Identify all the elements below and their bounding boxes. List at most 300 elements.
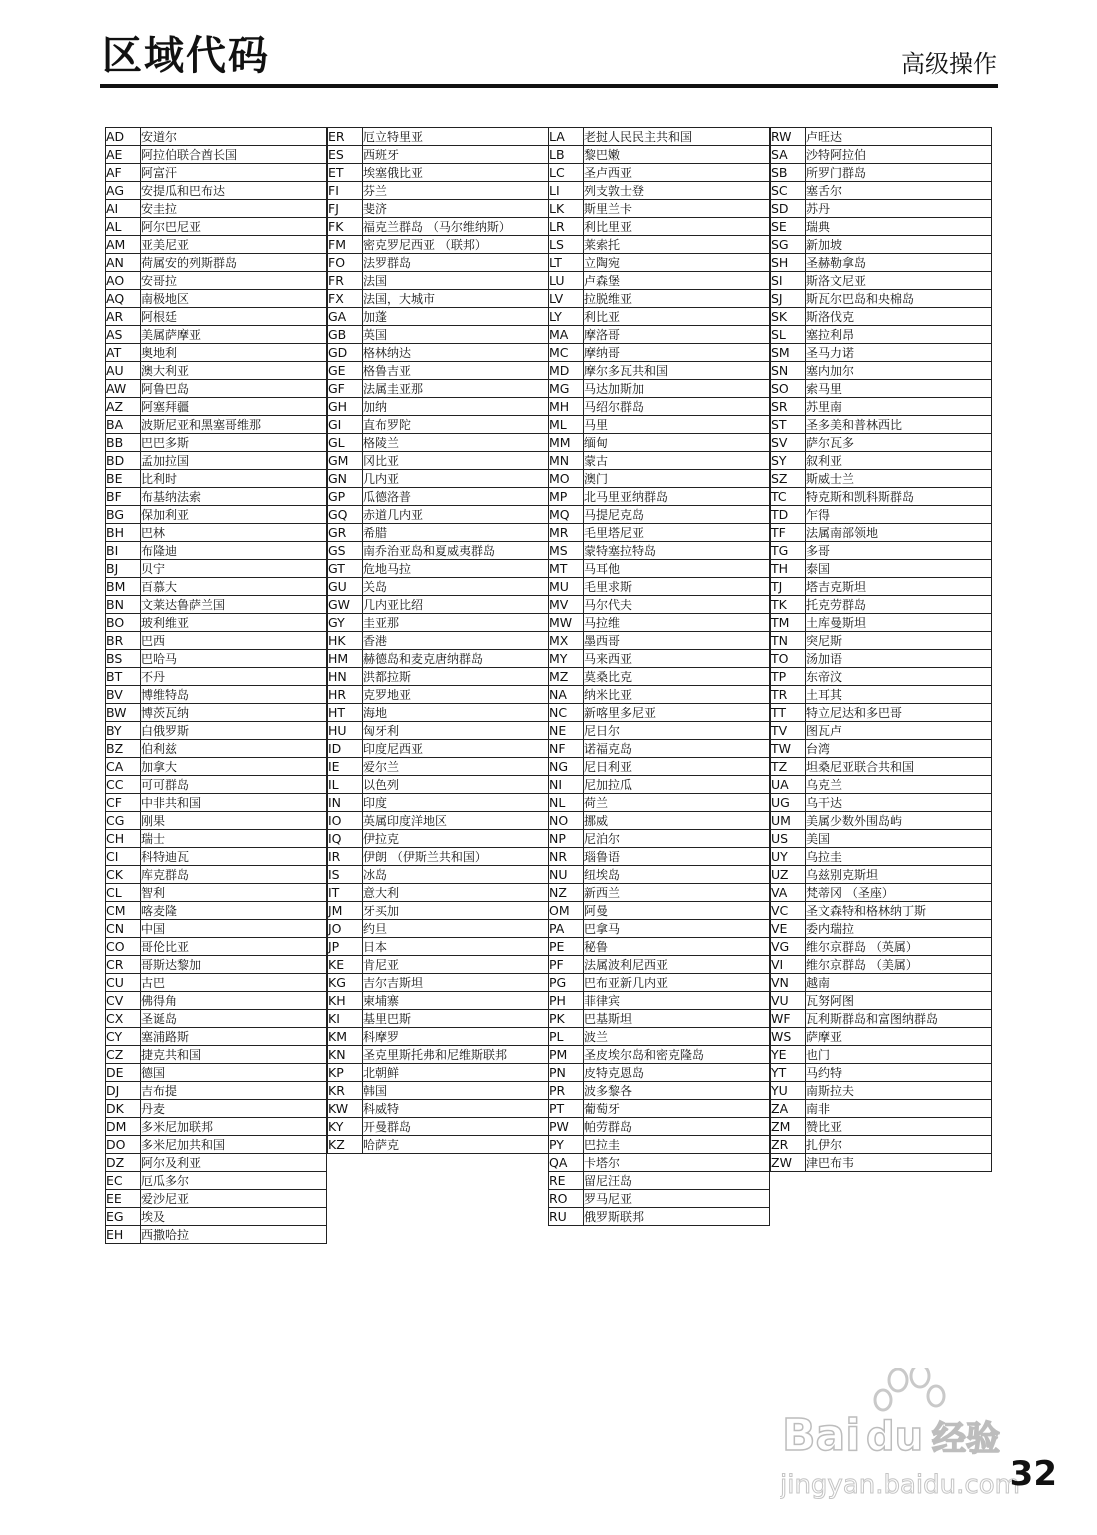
region-name: 圣多美和普林西比 [806, 416, 992, 434]
table-row [771, 1046, 992, 1064]
header-rule [100, 84, 998, 88]
region-name: 厄立特里亚 [363, 128, 549, 146]
region-code: CM [106, 902, 141, 920]
table-row [771, 488, 992, 506]
region-name: 萨摩亚 [806, 1028, 992, 1046]
region-name: 孟加拉国 [141, 452, 327, 470]
table-row [328, 1082, 549, 1100]
table-row [549, 326, 770, 344]
region-code: FO [328, 254, 363, 272]
region-code: ML [549, 416, 584, 434]
region-code: PG [549, 974, 584, 992]
region-code: LK [549, 200, 584, 218]
region-code: AZ [106, 398, 141, 416]
table-row [771, 452, 992, 470]
region-name: 乌兹别克斯坦 [806, 866, 992, 884]
region-name: 福克兰群岛 （马尔维纳斯） [363, 218, 549, 236]
table-row [549, 1010, 770, 1028]
region-name: 莱索托 [584, 236, 770, 254]
region-name: 卡塔尔 [584, 1154, 770, 1172]
table-row [328, 830, 549, 848]
region-code: NE [549, 722, 584, 740]
region-name: 越南 [806, 974, 992, 992]
region-code: SM [771, 344, 806, 362]
region-name: 巴巴多斯 [141, 434, 327, 452]
table-row [549, 596, 770, 614]
region-name: 印度尼西亚 [363, 740, 549, 758]
region-code: SI [771, 272, 806, 290]
region-name: 索马里 [806, 380, 992, 398]
region-code: KE [328, 956, 363, 974]
region-code: DK [106, 1100, 141, 1118]
table-row [549, 218, 770, 236]
region-name: 纳米比亚 [584, 686, 770, 704]
region-name: 荷兰 [584, 794, 770, 812]
region-code: CV [106, 992, 141, 1010]
region-name: 塞浦路斯 [141, 1028, 327, 1046]
region-name: 博茨瓦纳 [141, 704, 327, 722]
region-code: SB [771, 164, 806, 182]
region-name: 埃塞俄比亚 [363, 164, 549, 182]
region-name: 喀麦隆 [141, 902, 327, 920]
region-code: CG [106, 812, 141, 830]
table-row [771, 956, 992, 974]
region-name: 直布罗陀 [363, 416, 549, 434]
table-row [549, 866, 770, 884]
table-row [771, 434, 992, 452]
region-name: 法属圭亚那 [363, 380, 549, 398]
table-row [106, 1028, 327, 1046]
page-number: 32 [1009, 1454, 1057, 1494]
table-row [771, 506, 992, 524]
table-row [106, 740, 327, 758]
region-code: NP [549, 830, 584, 848]
region-name: 南斯拉夫 [806, 1082, 992, 1100]
region-code: ER [328, 128, 363, 146]
region-code: TH [771, 560, 806, 578]
region-code: MZ [549, 668, 584, 686]
table-row [549, 1100, 770, 1118]
region-name: 秘鲁 [584, 938, 770, 956]
table-row [106, 1118, 327, 1136]
region-name: 新加坡 [806, 236, 992, 254]
region-code: TV [771, 722, 806, 740]
region-name: 不丹 [141, 668, 327, 686]
region-name: 冰岛 [363, 866, 549, 884]
table-row [771, 866, 992, 884]
region-name: 老挝人民民主共和国 [584, 128, 770, 146]
region-name: 委内瑞拉 [806, 920, 992, 938]
table-row [328, 1064, 549, 1082]
table-row [549, 668, 770, 686]
region-code-table-4 [770, 127, 992, 1172]
region-code: NA [549, 686, 584, 704]
region-name: 瑞士 [141, 830, 327, 848]
region-code: GR [328, 524, 363, 542]
table-row [771, 1064, 992, 1082]
table-row [328, 848, 549, 866]
table-row [328, 812, 549, 830]
region-code: TC [771, 488, 806, 506]
table-row [328, 542, 549, 560]
table-row [328, 722, 549, 740]
region-name: 荷属安的列斯群岛 [141, 254, 327, 272]
region-name: 伊朗 （伊斯兰共和国） [363, 848, 549, 866]
region-code: GE [328, 362, 363, 380]
region-code: KG [328, 974, 363, 992]
region-name: 新喀里多尼亚 [584, 704, 770, 722]
region-code: GP [328, 488, 363, 506]
region-name: 约旦 [363, 920, 549, 938]
region-code: VN [771, 974, 806, 992]
region-name: 马达加斯加 [584, 380, 770, 398]
table-row [328, 506, 549, 524]
table-row [328, 146, 549, 164]
region-code: FX [328, 290, 363, 308]
table-row [328, 668, 549, 686]
table-row [106, 1136, 327, 1154]
region-name: 巴哈马 [141, 650, 327, 668]
region-name: 奥地利 [141, 344, 327, 362]
region-name: 尼日利亚 [584, 758, 770, 776]
region-name: 帕劳群岛 [584, 1118, 770, 1136]
table-row [771, 254, 992, 272]
region-name: 白俄罗斯 [141, 722, 327, 740]
region-name: 科特迪瓦 [141, 848, 327, 866]
table-row [771, 920, 992, 938]
watermark-label: 经验 [932, 1419, 1000, 1459]
table-row [549, 146, 770, 164]
table-row [771, 1154, 992, 1172]
region-name: 文莱达鲁萨兰国 [141, 596, 327, 614]
table-row [106, 668, 327, 686]
table-row [771, 1100, 992, 1118]
region-name: 克罗地亚 [363, 686, 549, 704]
region-code: BF [106, 488, 141, 506]
table-row [549, 254, 770, 272]
region-name: 泰国 [806, 560, 992, 578]
region-code: PA [549, 920, 584, 938]
region-code: BJ [106, 560, 141, 578]
region-code: CZ [106, 1046, 141, 1064]
table-row [328, 956, 549, 974]
region-code: LA [549, 128, 584, 146]
region-code: BV [106, 686, 141, 704]
table-row [771, 344, 992, 362]
region-code: VE [771, 920, 806, 938]
region-code: SD [771, 200, 806, 218]
region-name: 摩纳哥 [584, 344, 770, 362]
region-name: 圣马力诺 [806, 344, 992, 362]
region-name: 捷克共和国 [141, 1046, 327, 1064]
region-name: 苏里南 [806, 398, 992, 416]
table-row [328, 254, 549, 272]
table-row [106, 1010, 327, 1028]
region-name: 南乔治亚岛和夏威夷群岛 [363, 542, 549, 560]
region-name: 玻利维亚 [141, 614, 327, 632]
region-name: 科威特 [363, 1100, 549, 1118]
region-code: GU [328, 578, 363, 596]
region-name: 马绍尔群岛 [584, 398, 770, 416]
region-code: NL [549, 794, 584, 812]
table-row [328, 560, 549, 578]
table-row [771, 1082, 992, 1100]
region-code: KM [328, 1028, 363, 1046]
region-code: TJ [771, 578, 806, 596]
table-row [106, 560, 327, 578]
region-code: TW [771, 740, 806, 758]
region-name: 汤加语 [806, 650, 992, 668]
region-code: HU [328, 722, 363, 740]
table-row [328, 524, 549, 542]
region-name: 阿尔巴尼亚 [141, 218, 327, 236]
region-code: AG [106, 182, 141, 200]
table-row [771, 740, 992, 758]
region-name: 萨尔瓦多 [806, 434, 992, 452]
region-name: 巴林 [141, 524, 327, 542]
region-name: 塞拉利昂 [806, 326, 992, 344]
region-code: AS [106, 326, 141, 344]
table-row [328, 416, 549, 434]
region-code: YT [771, 1064, 806, 1082]
region-code: NZ [549, 884, 584, 902]
table-row [771, 1010, 992, 1028]
table-row [771, 758, 992, 776]
region-code: AM [106, 236, 141, 254]
region-name: 阿富汗 [141, 164, 327, 182]
region-code: SR [771, 398, 806, 416]
table-row [328, 686, 549, 704]
table-row [549, 362, 770, 380]
region-code: BT [106, 668, 141, 686]
region-code: BM [106, 578, 141, 596]
region-code: SN [771, 362, 806, 380]
region-code: PN [549, 1064, 584, 1082]
region-name: 印度 [363, 794, 549, 812]
region-name: 澳大利亚 [141, 362, 327, 380]
region-code: KH [328, 992, 363, 1010]
region-code: BS [106, 650, 141, 668]
table-row [106, 974, 327, 992]
table-row [106, 236, 327, 254]
table-row [328, 344, 549, 362]
table-row [771, 164, 992, 182]
table-row [106, 488, 327, 506]
region-name: 安道尔 [141, 128, 327, 146]
watermark-brand: Bai [782, 1410, 861, 1461]
region-name: 马提尼克岛 [584, 506, 770, 524]
region-code: TO [771, 650, 806, 668]
region-code: IO [328, 812, 363, 830]
table-row [771, 632, 992, 650]
table-row [771, 290, 992, 308]
region-code: AU [106, 362, 141, 380]
region-name: 利比里亚 [584, 218, 770, 236]
region-name: 瓦努阿图 [806, 992, 992, 1010]
region-code: GL [328, 434, 363, 452]
region-name: 圭亚那 [363, 614, 549, 632]
region-name: 西撒哈拉 [141, 1226, 327, 1244]
region-name: 哥伦比亚 [141, 938, 327, 956]
table-row [549, 1136, 770, 1154]
table-row [106, 362, 327, 380]
region-code: CR [106, 956, 141, 974]
table-row [106, 506, 327, 524]
table-row [549, 236, 770, 254]
region-code: SH [771, 254, 806, 272]
table-row [328, 884, 549, 902]
region-code: NI [549, 776, 584, 794]
table-row [771, 326, 992, 344]
region-name: 美属少数外围岛屿 [806, 812, 992, 830]
table-row [106, 614, 327, 632]
table-row [549, 956, 770, 974]
table-row [549, 920, 770, 938]
region-name: 法国 [363, 272, 549, 290]
region-name: 阿尔及利亚 [141, 1154, 327, 1172]
table-row [549, 1190, 770, 1208]
table-row [328, 704, 549, 722]
table-row [106, 380, 327, 398]
region-name: 意大利 [363, 884, 549, 902]
region-code: ET [328, 164, 363, 182]
table-row [771, 380, 992, 398]
table-row [549, 470, 770, 488]
region-code: MG [549, 380, 584, 398]
region-code: NU [549, 866, 584, 884]
region-name: 卢旺达 [806, 128, 992, 146]
region-code: GH [328, 398, 363, 416]
table-row [328, 902, 549, 920]
table-row [106, 308, 327, 326]
region-code: TM [771, 614, 806, 632]
region-code: PH [549, 992, 584, 1010]
table-row [106, 830, 327, 848]
region-code: NC [549, 704, 584, 722]
region-code: FI [328, 182, 363, 200]
table-row [106, 812, 327, 830]
table-row [106, 398, 327, 416]
table-row [549, 272, 770, 290]
region-code: LV [549, 290, 584, 308]
table-row [328, 290, 549, 308]
table-row [549, 1064, 770, 1082]
region-code: TT [771, 704, 806, 722]
region-name: 密克罗尼西亚 （联邦） [363, 236, 549, 254]
table-row [549, 650, 770, 668]
table-row [549, 614, 770, 632]
region-code: SV [771, 434, 806, 452]
region-code: FJ [328, 200, 363, 218]
region-name: 乌拉圭 [806, 848, 992, 866]
table-row [771, 308, 992, 326]
region-name: 瓦利斯群岛和富图纳群岛 [806, 1010, 992, 1028]
table-row [106, 722, 327, 740]
region-code: NG [549, 758, 584, 776]
region-code: MH [549, 398, 584, 416]
region-name: 英属印度洋地区 [363, 812, 549, 830]
region-name: 洪都拉斯 [363, 668, 549, 686]
region-code: EE [106, 1190, 141, 1208]
region-code: VI [771, 956, 806, 974]
region-name: 亚美尼亚 [141, 236, 327, 254]
region-code: TZ [771, 758, 806, 776]
table-row [328, 326, 549, 344]
table-row [549, 488, 770, 506]
region-code: KN [328, 1046, 363, 1064]
region-name: 利比亚 [584, 308, 770, 326]
table-row [106, 542, 327, 560]
table-row [771, 650, 992, 668]
region-code: GW [328, 596, 363, 614]
region-name: 瑙鲁语 [584, 848, 770, 866]
region-name: 柬埔寨 [363, 992, 549, 1010]
region-code: WS [771, 1028, 806, 1046]
region-name: 阿曼 [584, 902, 770, 920]
table-row [106, 992, 327, 1010]
region-code: EH [106, 1226, 141, 1244]
region-code: NF [549, 740, 584, 758]
region-code: CU [106, 974, 141, 992]
table-row [771, 182, 992, 200]
region-code: CA [106, 758, 141, 776]
region-name: 蒙特塞拉特岛 [584, 542, 770, 560]
region-name: 也门 [806, 1046, 992, 1064]
region-code: MN [549, 452, 584, 470]
region-code: TN [771, 632, 806, 650]
region-code-table-2 [327, 127, 549, 1154]
region-code: BR [106, 632, 141, 650]
table-row [771, 812, 992, 830]
watermark-url: jingyan.baidu.com [780, 1470, 1020, 1500]
region-name: 圣赫勒拿岛 [806, 254, 992, 272]
region-code: ZR [771, 1136, 806, 1154]
region-code: GA [328, 308, 363, 326]
region-name: 毛里塔尼亚 [584, 524, 770, 542]
table-row [106, 416, 327, 434]
region-name: 多哥 [806, 542, 992, 560]
table-row [549, 812, 770, 830]
table-row [549, 974, 770, 992]
table-row [106, 884, 327, 902]
region-name: 多米尼加联邦 [141, 1118, 327, 1136]
table-row [328, 272, 549, 290]
region-name: 所罗门群岛 [806, 164, 992, 182]
table-row [549, 308, 770, 326]
table-row [106, 290, 327, 308]
region-name: 巴拉圭 [584, 1136, 770, 1154]
region-name: 德国 [141, 1064, 327, 1082]
region-code: HN [328, 668, 363, 686]
region-code: DM [106, 1118, 141, 1136]
region-code: UY [771, 848, 806, 866]
region-name: 留尼汪岛 [584, 1172, 770, 1190]
region-name: 新西兰 [584, 884, 770, 902]
region-name: 百慕大 [141, 578, 327, 596]
region-code-table-3 [548, 127, 770, 1226]
table-row [771, 470, 992, 488]
region-name: 斯洛文尼亚 [806, 272, 992, 290]
table-row [328, 164, 549, 182]
table-row [771, 794, 992, 812]
region-code: CC [106, 776, 141, 794]
region-name: 波斯尼亚和黑塞哥维那 [141, 416, 327, 434]
region-code: TK [771, 596, 806, 614]
region-code: BB [106, 434, 141, 452]
region-code: RE [549, 1172, 584, 1190]
region-code: ID [328, 740, 363, 758]
region-name: 佛得角 [141, 992, 327, 1010]
